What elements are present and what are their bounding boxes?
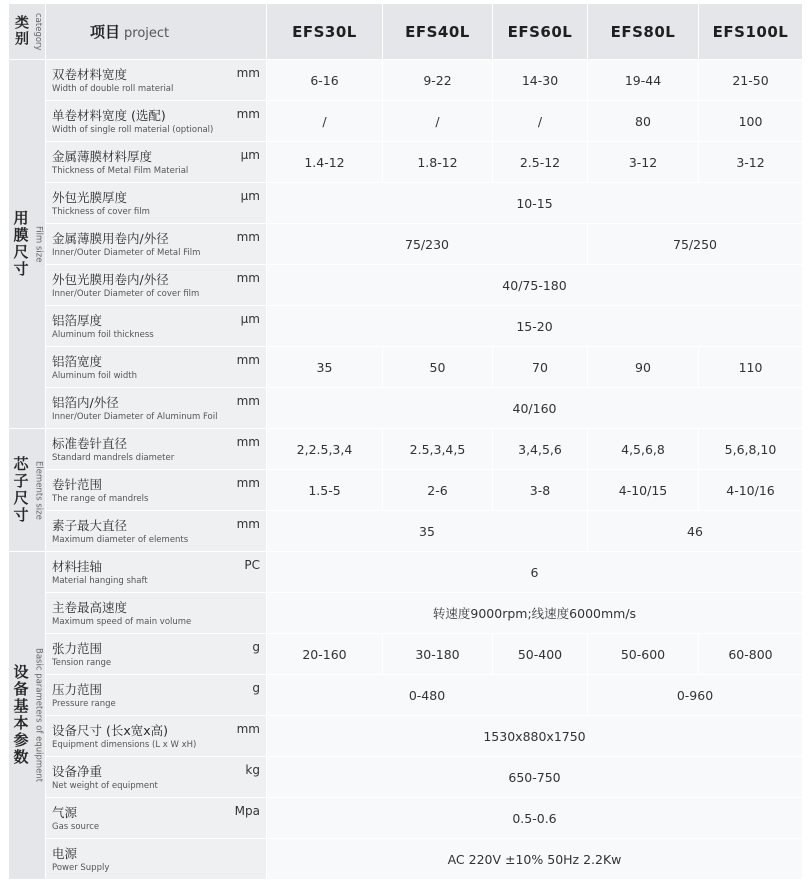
row-label-en: Gas source bbox=[52, 821, 100, 832]
row-label bbox=[46, 183, 267, 224]
table-row bbox=[9, 101, 803, 142]
value-cell: 14-30 bbox=[493, 60, 588, 101]
value-cell: 4-10/15 bbox=[588, 470, 699, 511]
table-row bbox=[9, 839, 803, 880]
row-label-zh: 气源 bbox=[52, 804, 78, 820]
value-cell: 4-10/16 bbox=[699, 470, 803, 511]
value-cell: 70 bbox=[493, 347, 588, 388]
category-zh: 芯子尺寸 bbox=[11, 456, 30, 524]
value-cell: 50-600 bbox=[588, 634, 699, 675]
table-row bbox=[9, 634, 803, 675]
row-unit: kg bbox=[245, 763, 260, 777]
row-label-en: Width of double roll material bbox=[52, 83, 174, 94]
row-unit: μm bbox=[240, 312, 260, 326]
table-row bbox=[9, 306, 803, 347]
value-cell: 2-6 bbox=[383, 470, 493, 511]
value-cell: 40/75-180 bbox=[267, 265, 803, 306]
value-cell: 50 bbox=[383, 347, 493, 388]
row-label-en: Maximum speed of main volume bbox=[52, 616, 192, 627]
row-unit: mm bbox=[236, 66, 260, 80]
project-header-zh: 项目 bbox=[90, 23, 121, 41]
value-cell: 10-15 bbox=[267, 183, 803, 224]
value-cell: 1530x880x1750 bbox=[267, 716, 803, 757]
row-label-zh: 主卷最高速度 bbox=[52, 599, 128, 615]
table-row bbox=[9, 347, 803, 388]
row-label-en: Inner/Outer Diameter of Metal Film bbox=[52, 247, 201, 258]
row-label bbox=[46, 839, 267, 880]
category-zh: 用膜尺寸 bbox=[11, 210, 30, 278]
row-label-en: The range of mandrels bbox=[52, 493, 149, 504]
project-header bbox=[46, 4, 267, 60]
category-zh: 设备基本参数 bbox=[11, 664, 30, 767]
row-unit: mm bbox=[236, 353, 260, 367]
row-label-zh: 电源 bbox=[52, 845, 78, 861]
table-row bbox=[9, 511, 803, 552]
row-label-zh: 单卷材料宽度 (选配) bbox=[52, 107, 166, 123]
table-row bbox=[9, 224, 803, 265]
value-cell: 1.4-12 bbox=[267, 142, 383, 183]
row-label-zh: 材料挂轴 bbox=[52, 558, 103, 574]
table-row bbox=[9, 552, 803, 593]
value-cell: 2.5,3,4,5 bbox=[383, 429, 493, 470]
table-row bbox=[9, 716, 803, 757]
value-cell: 35 bbox=[267, 511, 588, 552]
value-cell: 46 bbox=[588, 511, 803, 552]
row-label bbox=[46, 388, 267, 429]
row-label-zh: 标准卷针直径 bbox=[52, 435, 128, 451]
row-label bbox=[46, 798, 267, 839]
value-cell: 0-960 bbox=[588, 675, 803, 716]
value-cell: 0-480 bbox=[267, 675, 588, 716]
category-en: Basic parameters of equipment bbox=[33, 648, 44, 783]
row-label-zh: 铝箔内/外径 bbox=[52, 394, 119, 410]
value-cell: 90 bbox=[588, 347, 699, 388]
value-cell: / bbox=[267, 101, 383, 142]
value-cell: 1.8-12 bbox=[383, 142, 493, 183]
row-label-en: Tension range bbox=[52, 657, 112, 668]
row-label-en: Aluminum foil width bbox=[52, 370, 138, 381]
header-row bbox=[9, 4, 803, 60]
row-label-en: Thickness of cover film bbox=[52, 206, 150, 217]
value-cell: 35 bbox=[267, 347, 383, 388]
row-label-zh: 外包光膜用卷内/外径 bbox=[52, 271, 169, 287]
value-cell: 100 bbox=[699, 101, 803, 142]
row-unit: PC bbox=[244, 558, 260, 572]
category-elements-size bbox=[9, 429, 46, 552]
row-label-zh: 金属薄膜材料厚度 bbox=[52, 148, 153, 164]
row-label-zh: 设备尺寸 (长x宽x高) bbox=[52, 722, 169, 738]
value-cell: 3-12 bbox=[699, 142, 803, 183]
row-label-zh: 外包光膜厚度 bbox=[52, 189, 128, 205]
value-cell: 转速度9000rpm;线速度6000mm/s bbox=[267, 593, 803, 634]
row-label bbox=[46, 675, 267, 716]
value-cell: 60-800 bbox=[699, 634, 803, 675]
row-label bbox=[46, 757, 267, 798]
value-cell: 5,6,8,10 bbox=[699, 429, 803, 470]
row-unit: mm bbox=[236, 271, 260, 285]
row-unit: g bbox=[252, 681, 260, 695]
row-label bbox=[46, 634, 267, 675]
category-basic-parameters bbox=[9, 552, 46, 880]
table-row bbox=[9, 183, 803, 224]
value-cell: 50-400 bbox=[493, 634, 588, 675]
value-cell: 30-180 bbox=[383, 634, 493, 675]
value-cell: 75/230 bbox=[267, 224, 588, 265]
model-header: EFS40L bbox=[383, 4, 493, 60]
row-label-en: Equipment dimensions (L x W xH) bbox=[52, 739, 197, 750]
value-cell: 6-16 bbox=[267, 60, 383, 101]
value-cell: AC 220V ±10% 50Hz 2.2Kw bbox=[267, 839, 803, 880]
row-label bbox=[46, 716, 267, 757]
value-cell: 650-750 bbox=[267, 757, 803, 798]
model-header: EFS30L bbox=[267, 4, 383, 60]
row-label-zh: 素子最大直径 bbox=[52, 517, 128, 533]
row-label-en: Material hanging shaft bbox=[52, 575, 148, 586]
row-label-en: Aluminum foil thickness bbox=[52, 329, 154, 340]
table-row bbox=[9, 60, 803, 101]
value-cell: / bbox=[493, 101, 588, 142]
table-row bbox=[9, 142, 803, 183]
table-row bbox=[9, 429, 803, 470]
value-cell: 80 bbox=[588, 101, 699, 142]
row-label-zh: 铝箔厚度 bbox=[52, 312, 103, 328]
value-cell: 19-44 bbox=[588, 60, 699, 101]
row-label bbox=[46, 347, 267, 388]
value-cell: / bbox=[383, 101, 493, 142]
row-label-en: Standard mandrels diameter bbox=[52, 452, 175, 463]
row-label-zh: 铝箔宽度 bbox=[52, 353, 103, 369]
value-cell: 6 bbox=[267, 552, 803, 593]
row-label bbox=[46, 429, 267, 470]
row-unit: Mpa bbox=[234, 804, 260, 818]
row-unit: mm bbox=[236, 435, 260, 449]
row-label-en: Net weight of equipment bbox=[52, 780, 158, 791]
value-cell: 75/250 bbox=[588, 224, 803, 265]
value-cell: 15-20 bbox=[267, 306, 803, 347]
row-label-zh: 压力范围 bbox=[52, 681, 103, 697]
value-cell: 1.5-5 bbox=[267, 470, 383, 511]
row-label bbox=[46, 101, 267, 142]
category-header-en: category bbox=[33, 12, 43, 51]
row-label bbox=[46, 224, 267, 265]
row-label bbox=[46, 265, 267, 306]
row-label-zh: 双卷材料宽度 bbox=[52, 66, 128, 82]
row-label bbox=[46, 60, 267, 101]
row-label-en: Inner/Outer Diameter of Aluminum Foil bbox=[52, 411, 218, 422]
row-label-en: Thickness of Metal Film Material bbox=[52, 165, 189, 176]
row-label bbox=[46, 142, 267, 183]
row-label bbox=[46, 470, 267, 511]
value-cell: 2.5-12 bbox=[493, 142, 588, 183]
category-en: Film size bbox=[33, 225, 44, 263]
value-cell: 2,2.5,3,4 bbox=[267, 429, 383, 470]
table-row bbox=[9, 757, 803, 798]
row-label-en: Inner/Outer Diameter of cover film bbox=[52, 288, 200, 299]
spec-table bbox=[8, 3, 803, 880]
table-row bbox=[9, 798, 803, 839]
model-header: EFS80L bbox=[588, 4, 699, 60]
value-cell: 21-50 bbox=[699, 60, 803, 101]
row-label-en: Maximum diameter of elements bbox=[52, 534, 189, 545]
row-label-zh: 设备净重 bbox=[52, 763, 103, 779]
row-label bbox=[46, 552, 267, 593]
table-row bbox=[9, 593, 803, 634]
model-header: EFS100L bbox=[699, 4, 803, 60]
row-label bbox=[46, 306, 267, 347]
row-unit: μm bbox=[240, 148, 260, 162]
row-label bbox=[46, 593, 267, 634]
row-label-zh: 张力范围 bbox=[52, 640, 103, 656]
row-unit: mm bbox=[236, 230, 260, 244]
row-unit: μm bbox=[240, 189, 260, 203]
value-cell: 40/160 bbox=[267, 388, 803, 429]
row-label-en: Pressure range bbox=[52, 698, 116, 709]
value-cell: 3-12 bbox=[588, 142, 699, 183]
table-row bbox=[9, 388, 803, 429]
table-row bbox=[9, 265, 803, 306]
category-header bbox=[9, 4, 46, 60]
value-cell: 3,4,5,6 bbox=[493, 429, 588, 470]
value-cell: 9-22 bbox=[383, 60, 493, 101]
value-cell: 110 bbox=[699, 347, 803, 388]
category-en: Elements size bbox=[33, 460, 44, 520]
table-row bbox=[9, 675, 803, 716]
value-cell: 20-160 bbox=[267, 634, 383, 675]
row-unit: mm bbox=[236, 107, 260, 121]
table-row bbox=[9, 470, 803, 511]
row-unit: mm bbox=[236, 476, 260, 490]
category-film-size bbox=[9, 60, 46, 429]
value-cell: 3-8 bbox=[493, 470, 588, 511]
value-cell: 0.5-0.6 bbox=[267, 798, 803, 839]
row-label-en: Width of single roll material (optional) bbox=[52, 124, 214, 135]
category-header-zh: 类别 bbox=[13, 15, 29, 48]
row-label-zh: 金属薄膜用卷内/外径 bbox=[52, 230, 169, 246]
row-label-zh: 卷针范围 bbox=[52, 476, 103, 492]
row-unit: mm bbox=[236, 517, 260, 531]
value-cell: 4,5,6,8 bbox=[588, 429, 699, 470]
project-header-en: project bbox=[124, 26, 170, 41]
row-label-en: Power Supply bbox=[52, 862, 110, 873]
model-header: EFS60L bbox=[493, 4, 588, 60]
row-unit: mm bbox=[236, 394, 260, 408]
row-unit: g bbox=[252, 640, 260, 654]
row-label bbox=[46, 511, 267, 552]
row-unit: mm bbox=[236, 722, 260, 736]
